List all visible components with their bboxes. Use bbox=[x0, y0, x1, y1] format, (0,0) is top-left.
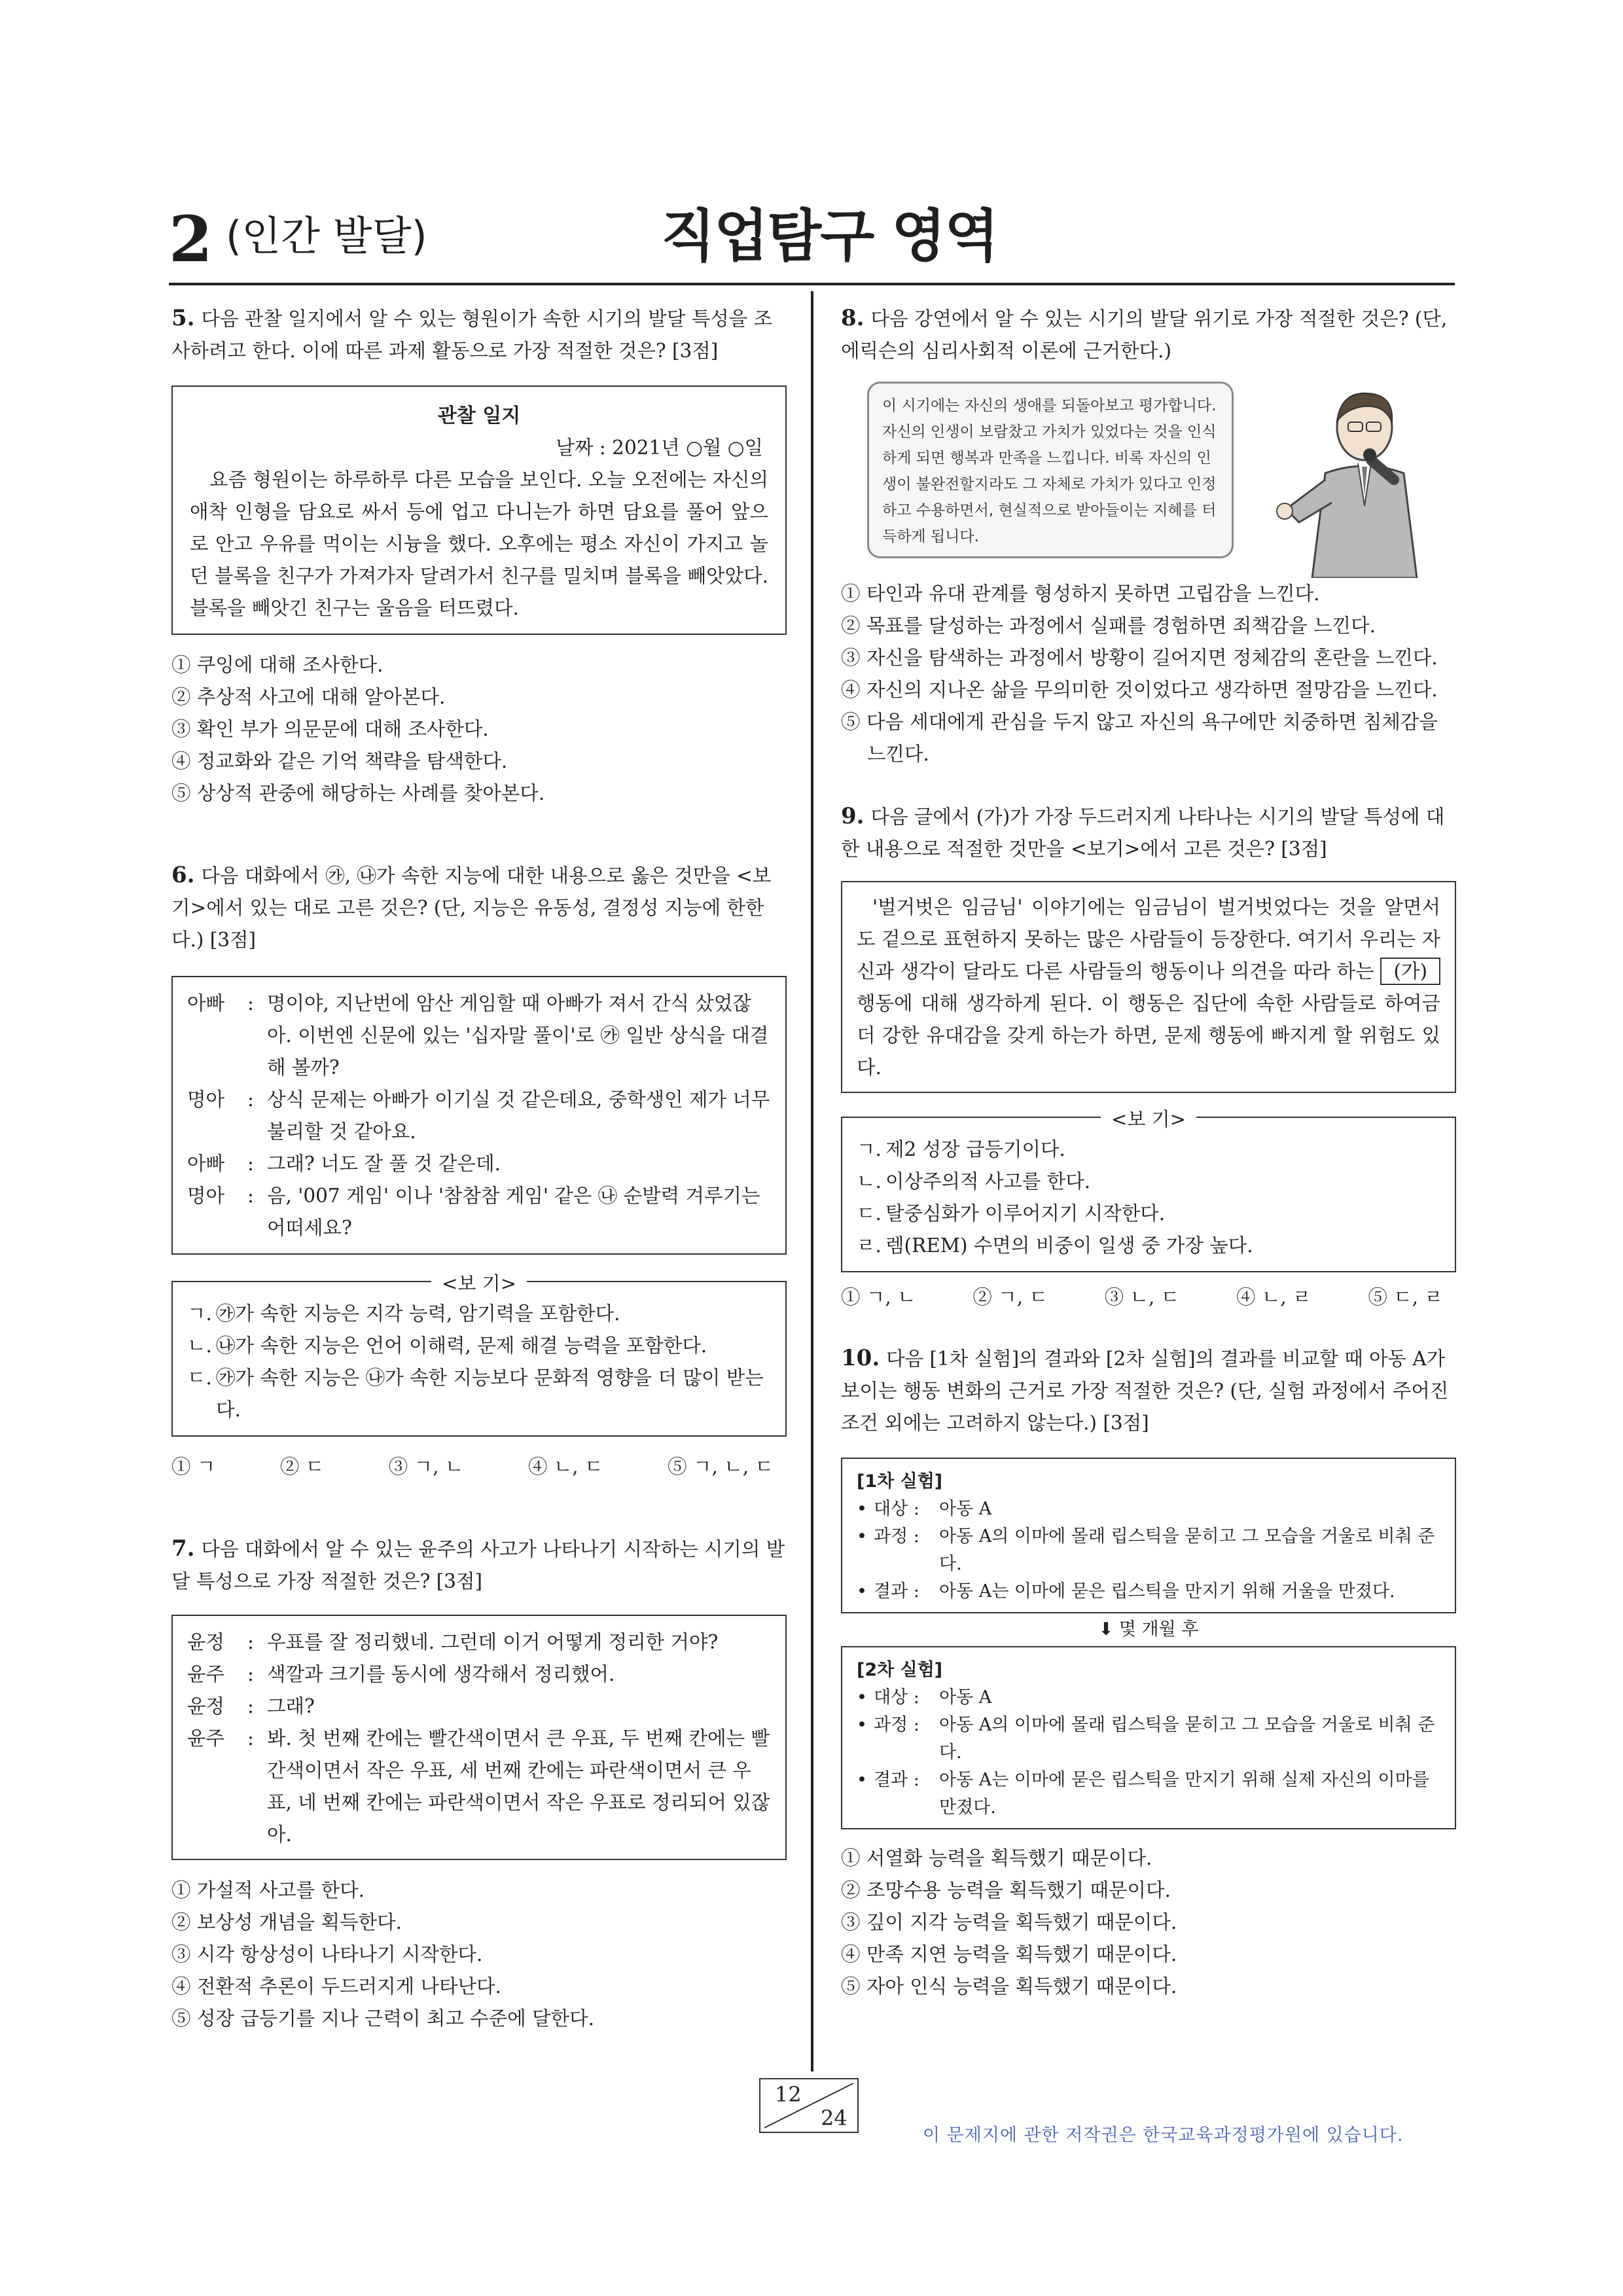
question-7-choice-5[interactable]: ⑤ 성장 급등기를 지나 근력이 최고 수준에 달한다. bbox=[171, 2007, 594, 2030]
page-current: 12 bbox=[775, 2082, 802, 2107]
dialogue-text: 우표를 잘 정리했네. 그런데 이거 어떻게 정리한 거야? bbox=[267, 1631, 719, 1653]
question-8-text: 다음 강연에서 알 수 있는 시기의 발달 위기로 가장 적절한 것은? (단, 에릭슨의 심리사회적 이론에 근거한다.) bbox=[841, 308, 1448, 362]
bogi-mark: ㄹ. bbox=[857, 1234, 882, 1257]
question-5-choice-3[interactable]: ③ 확인 부가 의문문에 대해 조사한다. bbox=[171, 718, 489, 740]
dialogue-line: 아빠 : 명이야, 지난번에 암산 게임할 때 아빠가 져서 간식 샀었잖아. 이번엔 신문에 있는 '십자말 풀이'로 ㉮ 일반 상식을 대결해 볼까? bbox=[187, 988, 771, 1084]
question-8-stem bbox=[841, 302, 1456, 367]
question-8-choice-2[interactable]: ② 목표를 달성하는 과정에서 실패를 경험하면 죄책감을 느낀다. bbox=[841, 615, 1376, 637]
page-total: 24 bbox=[821, 2106, 847, 2130]
bogi-title: <보 기> bbox=[1101, 1108, 1196, 1130]
question-7-choice-3[interactable]: ③ 시각 항상성이 나타나기 시작한다. bbox=[171, 1943, 483, 1965]
bogi-item bbox=[187, 1298, 771, 1330]
speaker-name: 아빠 bbox=[187, 1153, 224, 1175]
bogi-mark: ㄱ. bbox=[187, 1302, 212, 1325]
dialogue-text: 상식 문제는 아빠가 이기실 것 같은데요, 중학생인 제가 너무 불리할 것 같아요. bbox=[267, 1088, 770, 1143]
question-5-choice-4[interactable]: ④ 정교화와 같은 기억 책략을 탐색한다. bbox=[171, 750, 508, 772]
lecture-illustration bbox=[841, 382, 1456, 571]
question-5-text: 다음 관찰 일지에서 알 수 있는 형원이가 속한 시기의 발달 특성을 조사하려고 한다. 이에 따른 과제 활동으로 가장 적절한 것은? [3점] bbox=[171, 308, 773, 362]
question-10-number: 10. bbox=[841, 1345, 880, 1371]
question-9 bbox=[841, 800, 1456, 1314]
question-6-choice-1[interactable]: ① ㄱ bbox=[171, 1456, 216, 1478]
page-number: 2 bbox=[169, 202, 213, 276]
question-9-choices bbox=[841, 1282, 1456, 1314]
question-9-choice-5[interactable]: ⑤ ㄷ, ㄹ bbox=[1368, 1286, 1443, 1308]
experiment-1-box bbox=[841, 1458, 1456, 1613]
question-6-stem bbox=[171, 859, 787, 956]
dialogue-line: 명아 : 음, '007 게임' 이나 '참참참 게임' 같은 ㉯ 순발력 겨루기는 어떠세요? bbox=[187, 1180, 771, 1244]
dialogue-line: 윤주 : 색깔과 크기를 동시에 생각해서 정리했어. bbox=[187, 1659, 771, 1691]
question-8-choice-1[interactable]: ① 타인과 유대 관계를 형성하지 못하면 고립감을 느낀다. bbox=[841, 583, 1320, 605]
experiment-text: 아동 A bbox=[939, 1687, 992, 1708]
blank-ga: (가) bbox=[1380, 958, 1440, 985]
experiment-label: 과정 : bbox=[874, 1715, 919, 1735]
column-divider bbox=[811, 291, 813, 2072]
speaker-name: 명아 bbox=[187, 1088, 224, 1111]
question-9-choice-3[interactable]: ③ ㄴ, ㄷ bbox=[1104, 1286, 1180, 1308]
question-5-number: 5. bbox=[171, 305, 195, 331]
passage-text-b: 행동에 대해 생각하게 된다. 이 행동은 집단에 속한 사람들로 하여금 더 강한 유대감을 갖게 하는가 하면, 문제 행동에 빠지게 할 위험도 있다. bbox=[857, 992, 1440, 1079]
experiment-row: • 대상 : 아동 A bbox=[857, 1684, 1440, 1712]
question-10-choice-2[interactable]: ② 조망수용 능력을 획득했기 때문이다. bbox=[841, 1879, 1171, 1901]
question-6-choice-4[interactable]: ④ ㄴ, ㄷ bbox=[527, 1456, 603, 1478]
dialogue-text: 그래? 너도 잘 풀 것 같은데. bbox=[267, 1153, 501, 1175]
dialogue-line: 명아 : 상식 문제는 아빠가 이기실 것 같은데요, 중학생인 제가 너무 불리할 것 같아요. bbox=[187, 1084, 771, 1148]
question-7-choices bbox=[171, 1874, 787, 2035]
bogi-item bbox=[857, 1166, 1440, 1198]
question-6-number: 6. bbox=[171, 862, 195, 888]
dialogue-text: 음, '007 게임' 이나 '참참참 게임' 같은 ㉯ 순발력 겨루기는 어떠세요? bbox=[267, 1185, 760, 1239]
experiment-label: 대상 : bbox=[874, 1499, 919, 1519]
passage-text-a: '벌거벗은 임금님' 이야기에는 임금님이 벌거벗었다는 것을 알면서도 겉으로 표현하지 못하는 많은 사람들이 등장한다. 여기서 우리는 자신과 생각이 달라도 다른 사람들의 행동이나 의견을 따라 하는 bbox=[857, 896, 1440, 982]
question-8-choice-5[interactable]: ⑤ 다음 세대에게 관심을 두지 않고 자신의 욕구에만 치중하면 침체감을 느낀다. bbox=[841, 711, 1438, 765]
bogi-text: 이상주의적 사고를 한다. bbox=[885, 1170, 1091, 1193]
question-6-choice-5[interactable]: ⑤ ㄱ, ㄴ, ㄷ bbox=[668, 1456, 774, 1478]
months-later-note: ⬇ 몇 개월 후 bbox=[1098, 1619, 1199, 1640]
speaker-name: 윤주 bbox=[187, 1727, 224, 1749]
bogi-mark: ㄷ. bbox=[857, 1202, 882, 1225]
question-9-choice-4[interactable]: ④ ㄴ, ㄹ bbox=[1236, 1286, 1311, 1308]
experiment-label: 결과 : bbox=[874, 1581, 919, 1602]
question-6-choice-2[interactable]: ② ㄷ bbox=[279, 1456, 325, 1478]
bogi-item bbox=[187, 1330, 771, 1362]
question-7-text: 다음 대화에서 알 수 있는 윤주의 사고가 나타나기 시작하는 시기의 발달 특성으로 가장 적절한 것은? [3점] bbox=[171, 1538, 785, 1592]
question-6-text: 다음 대화에서 ㉮, ㉯가 속한 지능에 대한 내용으로 옳은 것만을 <보기>에서 있는 대로 고른 것은? (단, 지능은 유동성, 결정성 지능에 한한다.) [3점] bbox=[171, 865, 772, 951]
question-9-text: 다음 글에서 (가)가 가장 두드러지게 나타나는 시기의 발달 특성에 대한 내용으로 적절한 것만을 <보기>에서 고른 것은? [3점] bbox=[841, 806, 1445, 860]
subject-title: (인간 발달) bbox=[226, 212, 427, 260]
right-column bbox=[841, 302, 1456, 2003]
header-divider bbox=[169, 283, 1455, 285]
question-9-stem bbox=[841, 800, 1456, 865]
dialogue-line: 윤정 : 우표를 잘 정리했네. 그런데 이거 어떻게 정리한 거야? bbox=[187, 1626, 771, 1659]
bogi-item bbox=[857, 1230, 1440, 1262]
question-7-choice-4[interactable]: ④ 전환적 추론이 두드러지게 나타난다. bbox=[171, 1975, 501, 1998]
dialogue-text: 봐. 첫 번째 칸에는 빨간색이면서 큰 우표, 두 번째 칸에는 빨간색이면서 작은 우표, 세 번째 칸에는 파란색이면서 큰 우표, 네 번째 칸에는 파란색이면서 작은 우표로 정리되어 있잖아. bbox=[267, 1727, 770, 1846]
question-10-choices bbox=[841, 1842, 1456, 2003]
experiment-1-title: [1차 실험] bbox=[857, 1471, 943, 1492]
experiment-label: 과정 : bbox=[874, 1526, 919, 1547]
speaker-name: 명아 bbox=[187, 1185, 224, 1207]
speaker-name: 윤주 bbox=[187, 1663, 224, 1685]
question-9-choice-1[interactable]: ① ㄱ, ㄴ bbox=[841, 1286, 916, 1308]
question-10-choice-4[interactable]: ④ 만족 지연 능력을 획득했기 때문이다. bbox=[841, 1943, 1177, 1965]
experiment-row: • 대상 : 아동 A bbox=[857, 1496, 1440, 1523]
question-5-choice-5[interactable]: ⑤ 상상적 관중에 해당하는 사례를 찾아본다. bbox=[171, 782, 545, 804]
speaker-name: 윤정 bbox=[187, 1631, 224, 1653]
experiment-2-box bbox=[841, 1646, 1456, 1829]
question-7-choice-2[interactable]: ② 보상성 개념을 획득한다. bbox=[171, 1911, 402, 1933]
observation-log bbox=[171, 386, 787, 635]
experiment-row: • 결과 : 아동 A는 이마에 묻은 립스틱을 만지기 위해 거울을 만졌다. bbox=[857, 1578, 1440, 1605]
observation-log-body: 요즘 형원이는 하루하루 다른 모습을 보인다. 오늘 오전에는 자신의 애착 인형을 담요로 싸서 등에 업고 다니는가 하면 담요를 풀어 앞으로 안고 우유를 먹이는 시늉을 했다. 오후에는 평소 자신이 가지고 놀던 블록을 친구가 가져가자 달려가서 친구를 밀치며 블록을 빼앗았다. 블록을 빼앗긴 친구는 울음을 터뜨렸다. bbox=[190, 469, 768, 619]
speaker-name: 윤정 bbox=[187, 1695, 224, 1717]
bogi-text: 탈중심화가 이루어지기 시작한다. bbox=[885, 1202, 1166, 1225]
dialogue-line: 아빠 : 그래? 너도 잘 풀 것 같은데. bbox=[187, 1148, 771, 1180]
experiment-text: 아동 A는 이마에 묻은 립스틱을 만지기 위해 실제 자신의 이마를 만졌다. bbox=[939, 1770, 1429, 1818]
bogi-item bbox=[857, 1198, 1440, 1230]
question-6-dialogue bbox=[171, 976, 787, 1255]
question-8-choice-3[interactable]: ③ 자신을 탐색하는 과정에서 방황이 길어지면 정체감의 혼란을 느낀다. bbox=[841, 647, 1438, 669]
question-5-choice-1[interactable]: ① 쿠잉에 대해 조사한다. bbox=[171, 654, 383, 676]
question-6-bogi bbox=[171, 1272, 787, 1437]
bogi-title: <보 기> bbox=[431, 1272, 527, 1295]
question-8-choices bbox=[841, 578, 1456, 770]
bogi-item bbox=[857, 1134, 1440, 1166]
question-10 bbox=[841, 1342, 1456, 2003]
dialogue-line: 윤주 : 봐. 첫 번째 칸에는 빨간색이면서 큰 우표, 두 번째 칸에는 빨간색이면서 작은 우표, 세 번째 칸에는 파란색이면서 큰 우표, 네 번째 칸에는 파란색이면서 작은 우표로 정리되어 있잖아. bbox=[187, 1723, 771, 1851]
question-7 bbox=[171, 1533, 787, 2035]
experiment-row: • 과정 : 아동 A의 이마에 몰래 립스틱을 묻히고 그 모습을 거울로 비춰 준다. bbox=[857, 1523, 1440, 1578]
question-10-text: 다음 [1차 실험]의 결과와 [2차 실험]의 결과를 비교할 때 아동 A가 보이는 행동 변화의 근거로 가장 적절한 것은? (단, 실험 과정에서 주어진 조건 외에는 고려하지 않는다.) [3점] bbox=[841, 1348, 1449, 1434]
experiment-label: 대상 : bbox=[874, 1687, 919, 1708]
question-8 bbox=[841, 302, 1456, 770]
question-9-passage bbox=[841, 881, 1456, 1093]
question-9-choice-2[interactable]: ② ㄱ, ㄷ bbox=[972, 1286, 1048, 1308]
bogi-mark: ㄷ. bbox=[187, 1367, 212, 1389]
copyright-notice: 이 문제지에 관한 저작권은 한국교육과정평가원에 있습니다. bbox=[923, 2125, 1404, 2145]
experiment-row: • 과정 : 아동 A의 이마에 몰래 립스틱을 묻히고 그 모습을 거울로 비춰 준다. bbox=[857, 1712, 1440, 1767]
experiment-text: 아동 A의 이마에 몰래 립스틱을 묻히고 그 모습을 거울로 비춰 준다. bbox=[939, 1526, 1435, 1574]
observation-log-date: 날짜 : 2021년 ○월 ○일 bbox=[556, 437, 763, 459]
lecturer-icon bbox=[1260, 382, 1443, 578]
dialogue-text: 색깔과 크기를 동시에 생각해서 정리했어. bbox=[267, 1663, 615, 1685]
question-6-choices bbox=[171, 1451, 787, 1483]
page-indicator bbox=[759, 2078, 859, 2133]
question-6-choice-3[interactable]: ③ ㄱ, ㄴ bbox=[388, 1456, 464, 1478]
question-7-dialogue bbox=[171, 1615, 787, 1860]
question-5-choice-2[interactable]: ② 추상적 사고에 대해 알아본다. bbox=[171, 686, 446, 708]
bogi-item bbox=[187, 1362, 771, 1426]
bogi-mark: ㄴ. bbox=[187, 1335, 212, 1357]
question-5-choices bbox=[171, 649, 787, 810]
dialogue-text: 명이야, 지난번에 암산 게임할 때 아빠가 져서 간식 샀었잖아. 이번엔 신문에 있는 '십자말 풀이'로 ㉮ 일반 상식을 대결해 볼까? bbox=[267, 992, 769, 1079]
question-10-choice-3[interactable]: ③ 깊이 지각 능력을 획득했기 때문이다. bbox=[841, 1911, 1177, 1933]
experiment-2-title: [2차 실험] bbox=[857, 1660, 943, 1680]
bogi-mark: ㄴ. bbox=[857, 1170, 882, 1193]
question-9-number: 9. bbox=[841, 803, 865, 829]
bogi-mark: ㄱ. bbox=[857, 1138, 882, 1160]
question-10-stem bbox=[841, 1342, 1456, 1439]
question-8-number: 8. bbox=[841, 305, 865, 331]
experiment-text: 아동 A의 이마에 몰래 립스틱을 묻히고 그 모습을 거울로 비춰 준다. bbox=[939, 1715, 1435, 1763]
bogi-text: 렘(REM) 수면의 비중이 일생 중 가장 높다. bbox=[885, 1234, 1253, 1257]
question-6 bbox=[171, 859, 787, 1483]
experiment-row: • 결과 : 아동 A는 이마에 묻은 립스틱을 만지기 위해 실제 자신의 이마를 만졌다. bbox=[857, 1767, 1440, 1821]
experiment-text: 아동 A bbox=[939, 1499, 992, 1519]
question-7-stem bbox=[171, 1533, 787, 1598]
area-title: 직업탐구 영역 bbox=[661, 204, 998, 269]
bogi-text: ㉮가 속한 지능은 지각 능력, 암기력을 포함한다. bbox=[216, 1302, 620, 1325]
dialogue-text: 그래? bbox=[267, 1695, 315, 1717]
speech-bubble: 이 시기에는 자신의 생애를 되돌아보고 평가합니다. 자신의 인생이 보람찼고 가치가 있었다는 것을 인식하게 되면 행복과 만족을 느낍니다. 비록 자신의 인생이 불완전할지라도 그 자체로 가치가 있다고 인정하고 수용하면서, 현실적으로 받아들이는 지혜를 터득하게 됩니다. bbox=[867, 382, 1234, 558]
question-7-choice-1[interactable]: ① 가설적 사고를 한다. bbox=[171, 1879, 365, 1901]
experiment-text: 아동 A는 이마에 묻은 립스틱을 만지기 위해 거울을 만졌다. bbox=[939, 1581, 1395, 1602]
bogi-text: ㉮가 속한 지능은 ㉯가 속한 지능보다 문화적 영향을 더 많이 받는다. bbox=[216, 1367, 764, 1421]
question-5 bbox=[171, 302, 787, 810]
question-9-bogi bbox=[841, 1108, 1456, 1272]
bogi-text: ㉯가 속한 지능은 언어 이해력, 문제 해결 능력을 포함한다. bbox=[216, 1335, 707, 1357]
question-7-number: 7. bbox=[171, 1535, 195, 1562]
bogi-text: 제2 성장 급등기이다. bbox=[885, 1138, 1065, 1160]
speaker-name: 아빠 bbox=[187, 992, 224, 1014]
question-10-choice-1[interactable]: ① 서열화 능력을 획득했기 때문이다. bbox=[841, 1847, 1152, 1869]
question-5-stem bbox=[171, 302, 787, 367]
experiment-label: 결과 : bbox=[874, 1770, 919, 1790]
left-column bbox=[171, 302, 787, 2035]
observation-log-title: 관찰 일지 bbox=[437, 404, 521, 427]
question-10-choice-5[interactable]: ⑤ 자아 인식 능력을 획득했기 때문이다. bbox=[841, 1975, 1177, 1998]
question-8-choice-4[interactable]: ④ 자신의 지나온 삶을 무의미한 것이었다고 생각하면 절망감을 느낀다. bbox=[841, 679, 1438, 701]
dialogue-line: 윤정 : 그래? bbox=[187, 1691, 771, 1723]
